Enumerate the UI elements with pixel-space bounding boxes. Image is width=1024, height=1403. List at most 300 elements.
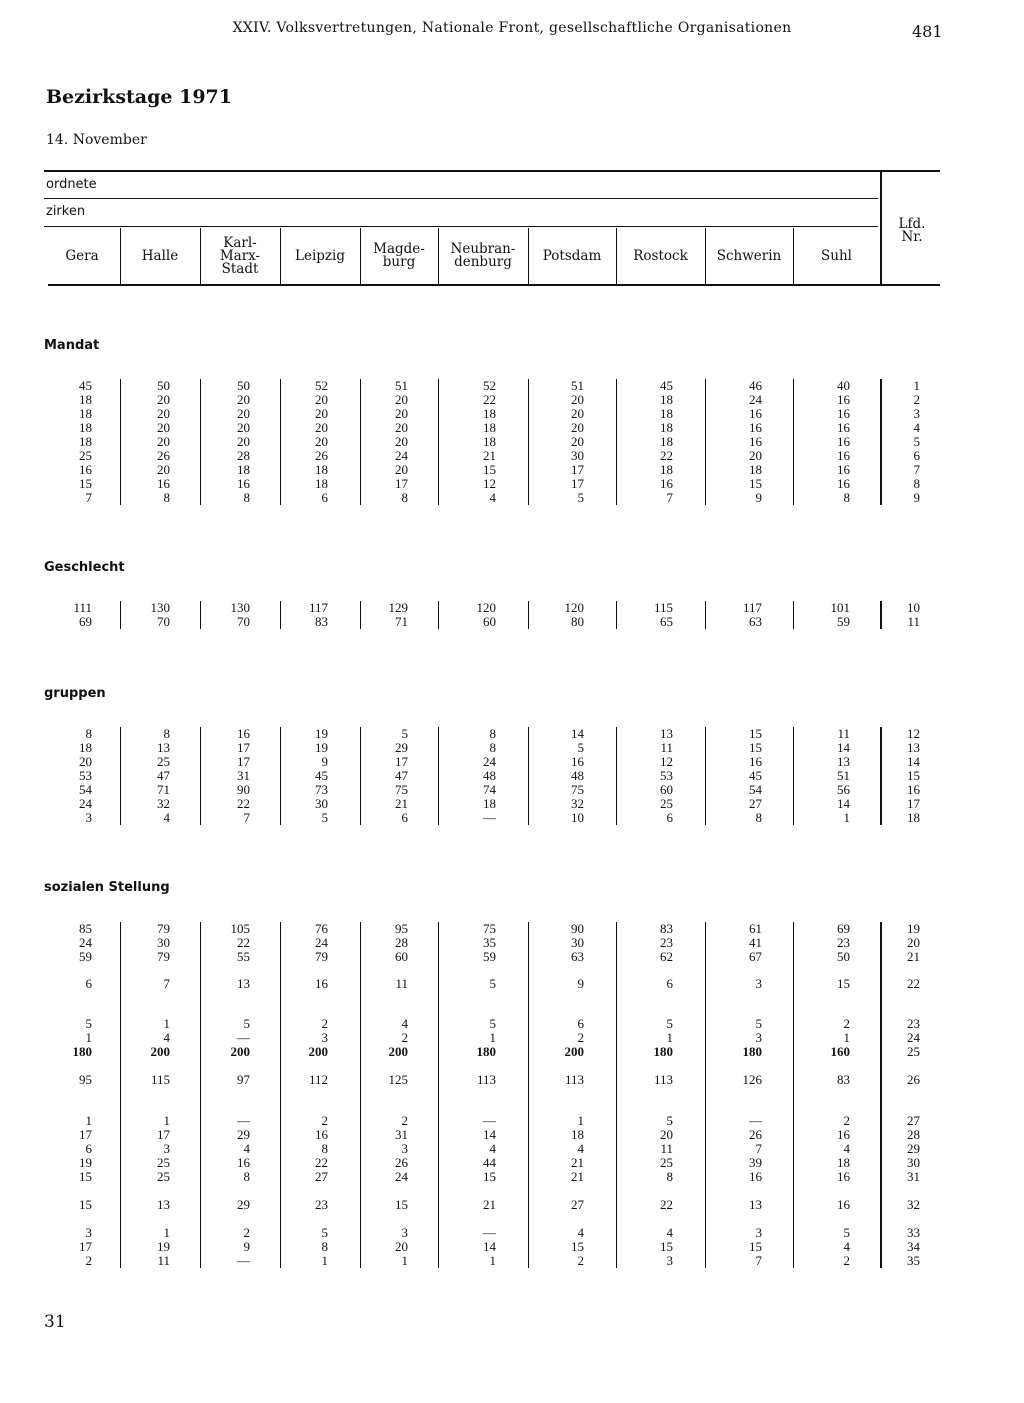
table-cell: 20 (157, 406, 170, 421)
table-cell: 32 (571, 796, 584, 811)
table-cell: 20 (157, 462, 170, 477)
row-number: 14 (907, 754, 920, 769)
table-cell: 23 (660, 935, 673, 950)
table-cell: 4 (489, 490, 496, 505)
table-cell: 32 (157, 796, 170, 811)
table-cell: 4 (577, 1141, 584, 1156)
header-row-label-2: zirken (46, 204, 86, 219)
table-cell: 16 (315, 976, 328, 991)
column-header: Leipzig (295, 247, 345, 264)
column-divider (360, 922, 361, 1268)
table-cell: 14 (837, 796, 850, 811)
table-cell: 24 (79, 935, 92, 950)
table-cell: 25 (157, 754, 170, 769)
table-cell: 25 (79, 448, 92, 463)
table-cell: 45 (660, 378, 673, 393)
column-divider (793, 601, 794, 629)
row-number: 10 (907, 600, 920, 615)
table-cell: 16 (837, 392, 850, 407)
table-cell: 20 (395, 434, 408, 449)
column-divider (705, 727, 706, 825)
section-label: sozialen Stellung (44, 880, 170, 895)
table-cell: 16 (157, 476, 170, 491)
table-cell: 5 (755, 1016, 762, 1031)
footer-number: 31 (44, 1312, 66, 1332)
table-cell: 15 (749, 740, 762, 755)
table-cell: 67 (749, 949, 762, 964)
table-cell: 2 (321, 1113, 328, 1128)
table-cell: 20 (395, 392, 408, 407)
table-cell: 17 (395, 476, 408, 491)
table-cell: 61 (749, 921, 762, 936)
table-cell: 15 (837, 976, 850, 991)
table-cell: 8 (755, 810, 762, 825)
row-number: 6 (913, 448, 920, 463)
table-cell: 180 (476, 1044, 496, 1059)
table-cell: 21 (571, 1155, 584, 1170)
table-cell: 79 (157, 921, 170, 936)
table-cell: 59 (79, 949, 92, 964)
table-cell: 30 (571, 448, 584, 463)
table-cell: 83 (660, 921, 673, 936)
table-cell: 18 (483, 406, 496, 421)
document-title: Bezirkstage 1971 (46, 86, 232, 108)
row-number: 27 (907, 1113, 920, 1128)
lfd-nr-header: Lfd. Nr. (898, 216, 926, 245)
table-cell: 47 (395, 768, 408, 783)
table-cell: 16 (837, 462, 850, 477)
column-divider (438, 727, 439, 825)
table-cell: 10 (571, 810, 584, 825)
row-number: 25 (907, 1044, 920, 1059)
row-number: 24 (907, 1030, 920, 1045)
table-cell: 19 (157, 1239, 170, 1254)
table-cell: 25 (157, 1169, 170, 1184)
table-cell: 200 (308, 1044, 328, 1059)
row-number: 2 (913, 392, 920, 407)
row-number: 8 (913, 476, 920, 491)
table-cell: 24 (483, 754, 496, 769)
table-cell: 44 (483, 1155, 496, 1170)
column-divider (616, 922, 617, 1268)
table-cell: 6 (666, 810, 673, 825)
table-cell: 12 (660, 754, 673, 769)
table-cell: 5 (489, 1016, 496, 1031)
column-header: Karl- Marx- Stadt (219, 234, 261, 277)
table-cell: 112 (308, 1072, 328, 1087)
table-cell: 4 (163, 1030, 170, 1045)
header-rule-2 (44, 226, 878, 227)
table-cell: 22 (660, 448, 673, 463)
table-cell: 29 (237, 1127, 250, 1142)
table-cell: 13 (157, 1197, 170, 1212)
table-cell: 20 (315, 406, 328, 421)
table-cell: 83 (315, 614, 328, 629)
table-cell: 30 (157, 935, 170, 950)
row-number: 12 (907, 726, 920, 741)
table-cell: 79 (315, 949, 328, 964)
column-header-divider (438, 228, 439, 284)
table-cell: 5 (401, 726, 408, 741)
table-cell: 7 (755, 1141, 762, 1156)
table-cell: 15 (79, 476, 92, 491)
table-cell: 22 (483, 392, 496, 407)
table-cell: 16 (237, 476, 250, 491)
table-cell: 16 (571, 754, 584, 769)
table-cell: 2 (843, 1016, 850, 1031)
column-header: Halle (141, 247, 179, 264)
table-cell: 13 (837, 754, 850, 769)
table-cell: 9 (577, 976, 584, 991)
table-cell: 16 (837, 1127, 850, 1142)
table-cell: 16 (237, 726, 250, 741)
table-cell: 59 (483, 949, 496, 964)
table-cell: 20 (395, 420, 408, 435)
table-cell: 3 (85, 810, 92, 825)
table-cell: 18 (79, 420, 92, 435)
table-cell: 15 (483, 1169, 496, 1184)
table-cell: 3 (666, 1253, 673, 1268)
table-cell: — (237, 1113, 250, 1128)
table-cell: 180 (72, 1044, 92, 1059)
table-cell: 4 (163, 810, 170, 825)
page-number: 481 (912, 22, 943, 41)
table-cell: — (483, 1225, 496, 1240)
table-cell: 28 (395, 935, 408, 950)
table-cell: 69 (79, 614, 92, 629)
table-cell: 71 (157, 782, 170, 797)
table-cell: 53 (79, 768, 92, 783)
table-cell: 45 (315, 768, 328, 783)
column-divider (616, 727, 617, 825)
table-cell: 2 (85, 1253, 92, 1268)
column-divider (705, 922, 706, 1268)
header-lfd-divider (880, 172, 882, 284)
table-cell: 3 (85, 1225, 92, 1240)
table-cell: 39 (749, 1155, 762, 1170)
table-cell: 17 (237, 754, 250, 769)
section-label: Geschlecht (44, 560, 125, 575)
row-number: 9 (913, 490, 920, 505)
table-cell: 16 (749, 434, 762, 449)
table-cell: 20 (395, 406, 408, 421)
table-cell: 1 (401, 1253, 408, 1268)
table-cell: 20 (749, 448, 762, 463)
table-cell: 24 (749, 392, 762, 407)
table-cell: 76 (315, 921, 328, 936)
table-cell: 95 (79, 1072, 92, 1087)
table-cell: 97 (237, 1072, 250, 1087)
row-number: 30 (907, 1155, 920, 1170)
table-cell: 8 (163, 726, 170, 741)
table-cell: 51 (837, 768, 850, 783)
table-cell: 120 (476, 600, 496, 615)
table-cell: 48 (571, 768, 584, 783)
table-cell: 19 (79, 1155, 92, 1170)
table-cell: 15 (79, 1169, 92, 1184)
table-cell: — (237, 1253, 250, 1268)
row-number: 19 (907, 921, 920, 936)
table-cell: 3 (755, 1030, 762, 1045)
table-cell: 180 (653, 1044, 673, 1059)
table-cell: 20 (157, 392, 170, 407)
table-cell: 113 (564, 1072, 584, 1087)
column-divider (793, 922, 794, 1268)
table-cell: 20 (237, 434, 250, 449)
table-cell: 7 (243, 810, 250, 825)
table-cell: 20 (571, 434, 584, 449)
table-cell: 2 (401, 1113, 408, 1128)
table-cell: 18 (660, 392, 673, 407)
column-header-divider (280, 228, 281, 284)
table-cell: 117 (308, 600, 328, 615)
table-cell: 70 (237, 614, 250, 629)
column-header: Rostock (633, 247, 688, 264)
table-cell: 5 (577, 490, 584, 505)
table-cell: 17 (157, 1127, 170, 1142)
table-cell: 1 (489, 1253, 496, 1268)
table-cell: 6 (666, 976, 673, 991)
table-cell: 4 (577, 1225, 584, 1240)
table-cell: 8 (321, 1239, 328, 1254)
table-cell: 20 (571, 392, 584, 407)
table-cell: — (749, 1113, 762, 1128)
table-cell: 31 (237, 768, 250, 783)
table-cell: 2 (577, 1030, 584, 1045)
column-divider (705, 379, 706, 505)
table-cell: 2 (243, 1225, 250, 1240)
row-number: 17 (907, 796, 920, 811)
table-cell: 75 (483, 921, 496, 936)
table-cell: 4 (401, 1016, 408, 1031)
table-cell: 45 (79, 378, 92, 393)
table-cell: 22 (660, 1197, 673, 1212)
table-cell: 1 (321, 1253, 328, 1268)
table-cell: 47 (157, 768, 170, 783)
column-divider (616, 379, 617, 505)
table-cell: 1 (489, 1030, 496, 1045)
table-cell: 23 (315, 1197, 328, 1212)
row-number: 13 (907, 740, 920, 755)
table-cell: 7 (666, 490, 673, 505)
table-cell: 14 (571, 726, 584, 741)
table-cell: 90 (571, 921, 584, 936)
row-number: 32 (907, 1197, 920, 1212)
table-cell: 13 (660, 726, 673, 741)
table-cell: 16 (79, 462, 92, 477)
table-cell: 180 (742, 1044, 762, 1059)
table-cell: 16 (749, 1169, 762, 1184)
header-row-label-1: ordnete (46, 177, 97, 192)
table-cell: 15 (749, 726, 762, 741)
table-cell: 1 (163, 1225, 170, 1240)
table-cell: 25 (660, 1155, 673, 1170)
table-cell: 16 (660, 476, 673, 491)
table-cell: 24 (315, 935, 328, 950)
table-cell: 21 (571, 1169, 584, 1184)
column-divider (705, 601, 706, 629)
table-cell: 13 (237, 976, 250, 991)
table-cell: 30 (315, 796, 328, 811)
table-cell: 15 (79, 1197, 92, 1212)
table-cell: 54 (79, 782, 92, 797)
table-cell: 24 (79, 796, 92, 811)
table-cell: 200 (230, 1044, 250, 1059)
table-cell: 79 (157, 949, 170, 964)
table-cell: 2 (577, 1253, 584, 1268)
table-cell: 125 (388, 1072, 408, 1087)
table-cell: 113 (476, 1072, 496, 1087)
table-cell: 31 (395, 1127, 408, 1142)
table-cell: 18 (660, 406, 673, 421)
table-cell: 23 (837, 935, 850, 950)
table-cell: 19 (315, 740, 328, 755)
column-header-divider (705, 228, 706, 284)
table-cell: 22 (315, 1155, 328, 1170)
table-cell: 60 (483, 614, 496, 629)
table-cell: 8 (401, 490, 408, 505)
table-cell: — (237, 1030, 250, 1045)
table-cell: 9 (243, 1239, 250, 1254)
table-cell: 21 (483, 1197, 496, 1212)
table-cell: 105 (230, 921, 250, 936)
table-cell: 16 (749, 420, 762, 435)
table-cell: 160 (830, 1044, 850, 1059)
table-cell: 16 (837, 1197, 850, 1212)
table-cell: 5 (577, 740, 584, 755)
table-cell: 18 (660, 434, 673, 449)
table-cell: 20 (237, 420, 250, 435)
table-cell: 16 (315, 1127, 328, 1142)
table-cell: 1 (85, 1030, 92, 1045)
row-number: 15 (907, 768, 920, 783)
table-cell: 8 (489, 740, 496, 755)
table-cell: 14 (483, 1239, 496, 1254)
row-number: 3 (913, 406, 920, 421)
table-cell: 60 (660, 782, 673, 797)
column-header: Gera (65, 247, 99, 264)
table-cell: 73 (315, 782, 328, 797)
header-rule-1 (44, 198, 878, 199)
lfd-divider (880, 922, 882, 1268)
table-cell: 8 (666, 1169, 673, 1184)
table-cell: 3 (401, 1141, 408, 1156)
table-cell: 101 (830, 600, 850, 615)
table-cell: 6 (85, 1141, 92, 1156)
table-cell: 7 (755, 1253, 762, 1268)
table-cell: 15 (749, 1239, 762, 1254)
table-cell: 48 (483, 768, 496, 783)
document-date: 14. November (46, 132, 147, 148)
row-number: 35 (907, 1253, 920, 1268)
table-cell: 11 (837, 726, 850, 741)
table-cell: 50 (837, 949, 850, 964)
table-cell: 15 (660, 1239, 673, 1254)
table-cell: 20 (237, 392, 250, 407)
table-cell: 5 (666, 1016, 673, 1031)
table-cell: 1 (843, 1030, 850, 1045)
table-cell: 18 (660, 420, 673, 435)
table-cell: 18 (79, 392, 92, 407)
table-cell: 16 (237, 1155, 250, 1170)
table-cell: 111 (73, 600, 92, 615)
table-cell: 4 (843, 1239, 850, 1254)
table-cell: 16 (837, 448, 850, 463)
table-cell: 3 (163, 1141, 170, 1156)
table-cell: 13 (749, 1197, 762, 1212)
column-header-divider (793, 228, 794, 284)
table-cell: 83 (837, 1072, 850, 1087)
table-cell: 16 (837, 420, 850, 435)
table-cell: 5 (843, 1225, 850, 1240)
table-cell: 63 (571, 949, 584, 964)
table-cell: 16 (837, 476, 850, 491)
table-cell: 20 (157, 434, 170, 449)
table-cell: 80 (571, 614, 584, 629)
table-cell: 6 (85, 976, 92, 991)
table-cell: 17 (395, 754, 408, 769)
table-cell: 5 (321, 1225, 328, 1240)
table-cell: 11 (660, 740, 673, 755)
table-cell: 8 (243, 1169, 250, 1184)
column-header: Potsdam (542, 247, 602, 264)
table-cell: 2 (321, 1016, 328, 1031)
table-cell: 74 (483, 782, 496, 797)
table-cell: 18 (237, 462, 250, 477)
table-cell: 11 (395, 976, 408, 991)
table-cell: 15 (483, 462, 496, 477)
table-cell: 3 (401, 1225, 408, 1240)
table-cell: 1 (666, 1030, 673, 1045)
table-cell: 26 (395, 1155, 408, 1170)
table-cell: 18 (483, 420, 496, 435)
column-divider (438, 601, 439, 629)
table-cell: 16 (837, 434, 850, 449)
table-cell: 120 (564, 600, 584, 615)
table-cell: 115 (653, 600, 673, 615)
table-cell: 15 (571, 1239, 584, 1254)
table-cell: 20 (571, 420, 584, 435)
table-cell: 12 (483, 476, 496, 491)
table-cell: 90 (237, 782, 250, 797)
table-cell: 18 (79, 434, 92, 449)
table-cell: 20 (315, 392, 328, 407)
table-cell: 19 (315, 726, 328, 741)
table-cell: 53 (660, 768, 673, 783)
table-cell: 17 (79, 1127, 92, 1142)
table-cell: 54 (749, 782, 762, 797)
table-cell: 4 (843, 1141, 850, 1156)
table-cell: 56 (837, 782, 850, 797)
table-cell: 7 (85, 490, 92, 505)
table-cell: 4 (489, 1141, 496, 1156)
table-cell: 20 (395, 462, 408, 477)
column-divider (528, 922, 529, 1268)
table-cell: 16 (837, 406, 850, 421)
row-number: 21 (907, 949, 920, 964)
table-cell: 20 (315, 434, 328, 449)
table-cell: 62 (660, 949, 673, 964)
column-divider (120, 922, 121, 1268)
table-cell: 113 (653, 1072, 673, 1087)
header-top-rule (44, 170, 940, 172)
table-cell: 9 (321, 754, 328, 769)
column-divider (793, 379, 794, 505)
row-number: 4 (913, 420, 920, 435)
table-cell: 1 (577, 1113, 584, 1128)
table-cell: 20 (660, 1127, 673, 1142)
row-number: 22 (907, 976, 920, 991)
